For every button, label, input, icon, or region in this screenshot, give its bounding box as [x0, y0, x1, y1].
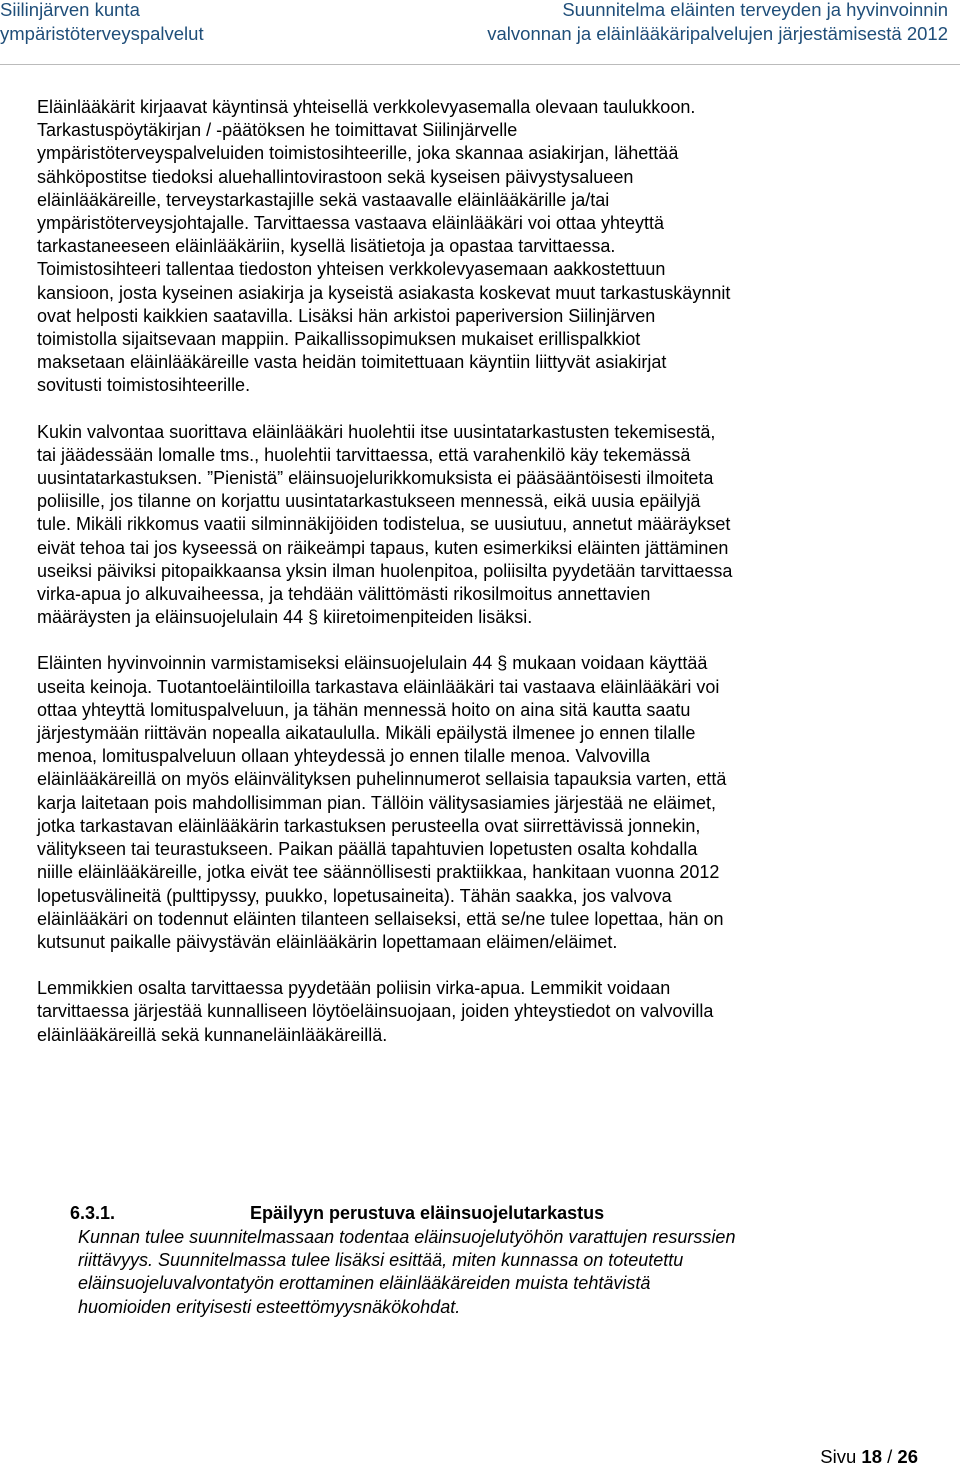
- paragraph-pets: Lemmikkien osalta tarvittaessa pyydetään poliisin virka-apua. Lemmikit voidaan tarvittaessa järjestää kunnalliseen löytöeläinsuojaan, joiden yhteystiedot on valvovilla eläinlääkäreillä sekä kunnaneläinlääkäreillä.: [37, 978, 714, 1045]
- header-department: ympäristöterveyspalvelut: [0, 23, 204, 44]
- header-document-title-line1: Suunnitelma eläinten terveyden ja hyvinvoinnin: [562, 0, 948, 20]
- section-instruction: Kunnan tulee suunnitelmassaan todentaa eläinsuojelutyöhön varattujen resurssien riittävyys. Suunnitelmassa tulee lisäksi esittää, miten kunnassa on toteutettu eläinsuojeluvalvontatyön erottaminen eläinlääkäreiden muista tehtävistä huomioiden erityisesti esteettömyysnäkökohdat.: [78, 1227, 736, 1317]
- body-text: [37, 96, 932, 1047]
- page-current: 18: [861, 1446, 882, 1467]
- page-label: Sivu: [820, 1446, 857, 1467]
- page-separator: /: [887, 1446, 893, 1467]
- page-total: 26: [897, 1446, 918, 1467]
- header-organization: Siilinjärven kunta: [0, 0, 140, 20]
- section-title: Epäilyyn perustuva eläinsuojelutarkastus: [250, 1203, 605, 1223]
- header-left: [0, 0, 204, 46]
- section-heading: [70, 1201, 604, 1225]
- paragraph-follow-up-inspections: Kukin valvontaa suorittava eläinlääkäri huolehtii itse uusintatarkastusten tekemisestä, tai jäädessään lomalle tms., huolehtii tarvittaessa, että varahenkilö käy tekemässä uusintatarkastuksen. ”Pienistä” eläinsuojelurikkomuksista ei pääsääntöisesti ilmoiteta poliisille, jos tilanne on korjattu uusintatarkastukseen mennessä, eikä uusia epäilyjä tule. Mikäli rikkomus vaatii silminnäkijöiden todistelua, se uusiutuu, annetut määräykset eivät tehoa tai jos kyseessä on räikeämpi tapaus, kuten esimerkiksi eläinten jättäminen useiksi päiviksi pitopaikkaansa yksin ilman huolenpitoa, poliisilta pyydetään tarvittaessa virka-apua jo alkuvaiheessa, ja tehdään välittömästi rikosilmoitus annettavien määräysten ja eläinsuojelulain 44 § kiiretoimenpiteiden lisäksi.: [37, 421, 733, 628]
- paragraph-record-keeping: Eläinlääkärit kirjaavat käyntinsä yhteisellä verkkolevyasemalla olevaan taulukkoon. Tarkastuspöytäkirjan / -päätöksen he toimittavat Siilinjärvelle ympäristöterveyspalveluiden toimistosihteerille, joka skannaa asiakirjan, lähettää sähköpostitse tiedoksi aluehallintovirastoon sekä kyseisen päivystysalueen eläinlääkäreille, terveystarkastajille sekä vastaavalle eläinlääkärille ja/tai ympäristöterveysjohtajalle. Tarvittaessa vastaava eläinlääkäri voi ottaa yhteyttä tarkastaneeseen eläinlääkäriin, kysellä lisätietoja ja opastaa tarvittaessa. Toimistosihteeri tallentaa tiedoston yhteisen verkkolevyasemaan aakkostettuun kansioon, josta kyseinen asiakirja ja kyseistä asiakasta koskevat muut tarkastuskäynnit ovat helposti kaikkien saatavilla. Lisäksi hän arkistoi paperiversion Siilinjärven toimistolla sijaitsevaan mappiin. Paikallissopimuksen mukaiset erillispalkkiot maksetaan eläinlääkäreille vasta heidän toimitettuaan käyntiin liittyvät asiakirjat sovitusti toimistosihteerille.: [37, 97, 731, 396]
- section-number: 6.3.1.: [70, 1203, 116, 1223]
- header-divider: [0, 64, 960, 65]
- page-number: [820, 1446, 918, 1468]
- paragraph-welfare-measures: Eläinten hyvinvoinnin varmistamiseksi eläinsuojelulain 44 § mukaan voidaan käyttää useita keinoja. Tuotantoeläintiloilla tarkastava eläinlääkäri tai vastaava eläinlääkäri voi ottaa yhteyttä lomituspalveluun, ja tähän mennessä hoito on aina sitä kautta saatu järjestymään riittävän nopealla aikataululla. Mikäli epäilystä ilmenee jo ennen tilalle menoa, lomituspalveluun ollaan yhteydessä jo ennen tilalle menoa. Valvovilla eläinlääkäreillä on myös eläinvälityksen puhelinnumerot sellaisia tapauksia varten, että karja laitetaan pois mahdollisimman pian. Tällöin välitysasiamies järjestää ne eläimet, jotka tarkastavan eläinlääkärin tarkastuksen perusteella ovat siirrettävissä jonnekin, välitykseen tai teurastukseen. Paikan päällä tapahtuvien lopetusten osalta kohdalla niille eläinlääkäreille, jotka eivät tee säännöllisesti praktiikkaa, hankitaan vuonna 2012 lopetusvälineitä (pulttipyssy, puukko, lopetusaineita). Tähän saakka, jos valvova eläinlääkäri on todennut eläinten tilanteen sellaiseksi, että se/ne tulee lopettaa, hän on kutsunut paikalle päivystävän eläinlääkärin lopettamaan eläimen/eläimet.: [37, 653, 727, 952]
- header-document-title-line2: valvonnan ja eläinlääkäripalvelujen järjestämisestä 2012: [487, 23, 948, 44]
- header-right: [487, 0, 948, 46]
- page-header: [0, 0, 960, 56]
